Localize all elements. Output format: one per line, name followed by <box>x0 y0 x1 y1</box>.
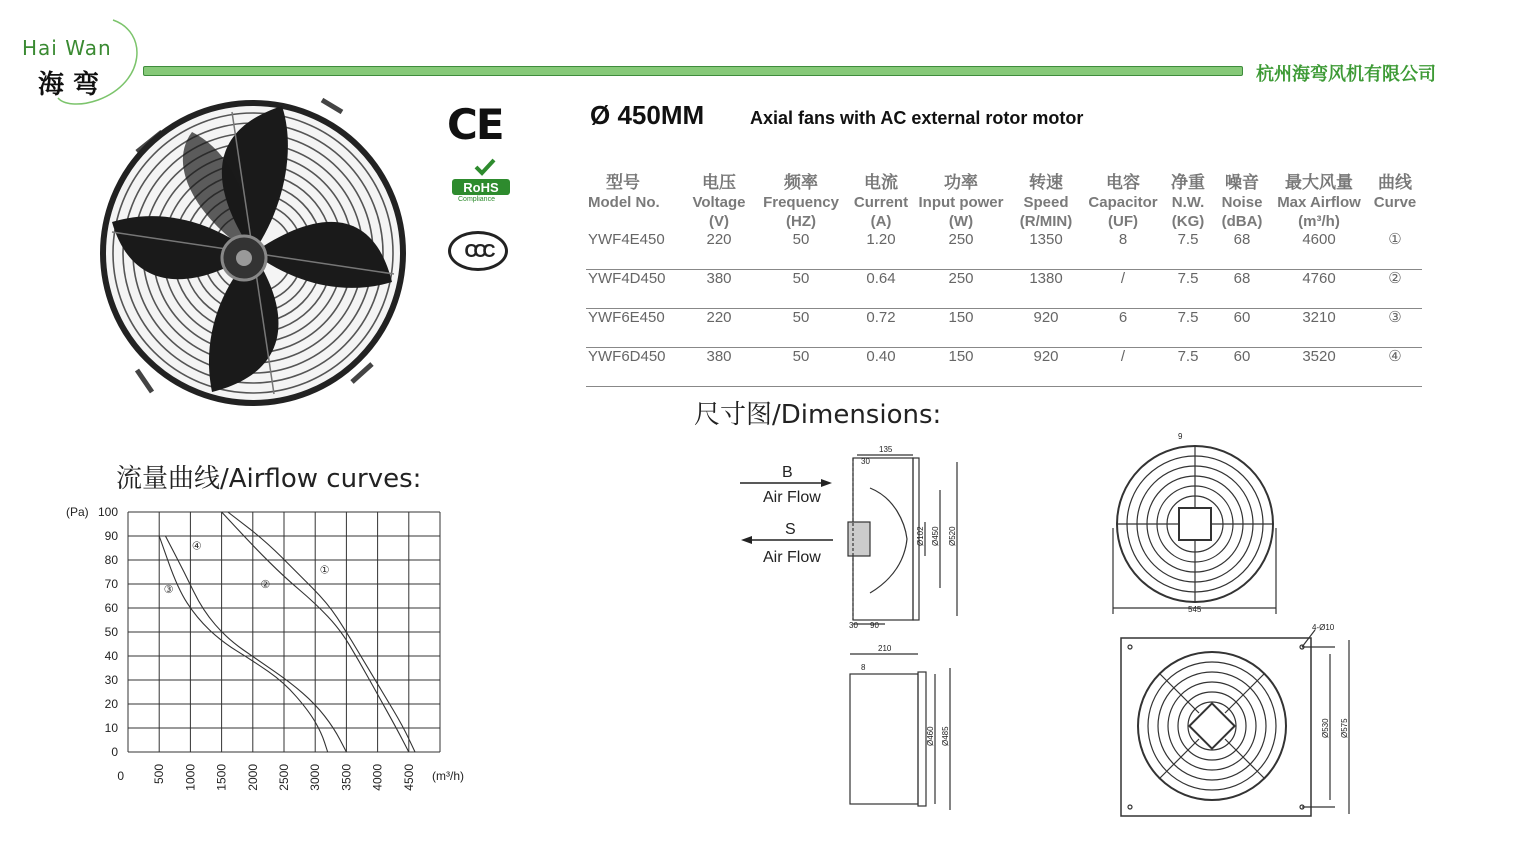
ccc-label: CCC <box>464 241 492 261</box>
col-header: 最大风量 Max Airflow (m³/h) <box>1277 173 1361 230</box>
cell-voltage: 380 <box>684 348 754 387</box>
cell-airflow: 4600 <box>1270 231 1368 270</box>
logo-text: Hai Wan <box>22 36 112 60</box>
cell-capacitor: / <box>1084 348 1162 387</box>
y-tick-label: 0 <box>111 745 118 759</box>
y-tick-label: 40 <box>104 649 118 663</box>
cell-speed: 920 <box>1008 348 1084 387</box>
x-tick-label: 4500 <box>401 764 416 791</box>
cell-weight: 7.5 <box>1162 231 1214 270</box>
rohs-badge <box>452 179 510 195</box>
product-size: Ø 450MM <box>590 100 705 130</box>
ce-mark: CE <box>447 100 503 149</box>
dim-460: Ø460 <box>926 726 935 746</box>
x-tick-label: 4000 <box>370 764 385 791</box>
dimensions-title: 尺寸图/Dimensions: <box>694 400 942 430</box>
dim-holes: 4-Ø10 <box>1312 623 1335 632</box>
curve-label: ③ <box>163 582 174 596</box>
cell-model: YWF4D450 <box>586 270 684 309</box>
cell-frequency: 50 <box>754 270 848 309</box>
header-bar <box>143 66 1243 76</box>
x-tick-label: 3000 <box>308 764 323 791</box>
check-icon <box>474 158 496 176</box>
dim-90: 90 <box>870 621 879 630</box>
cell-current: 1.20 <box>848 231 914 270</box>
cell-current: 0.40 <box>848 348 914 387</box>
airflow-label: Air Flow <box>763 489 821 506</box>
cell-curve: ④ <box>1368 348 1422 387</box>
dim-520: Ø520 <box>948 526 957 546</box>
cell-capacitor: / <box>1084 270 1162 309</box>
airflow-label-2: Air Flow <box>763 549 821 566</box>
table-row <box>586 231 1422 270</box>
y-tick-label: 90 <box>104 529 118 543</box>
cell-model: YWF6E450 <box>586 309 684 348</box>
col-header: 转速 Speed (R/MIN) <box>1019 173 1073 230</box>
dim-485: Ø485 <box>941 726 950 746</box>
ccc-mark <box>448 231 508 271</box>
cell-speed: 920 <box>1008 309 1084 348</box>
cell-speed: 1350 <box>1008 231 1084 270</box>
cell-current: 0.64 <box>848 270 914 309</box>
dim-575: Ø575 <box>1340 718 1349 738</box>
cell-voltage: 220 <box>684 309 754 348</box>
logo-chinese: 海 弯 <box>38 70 100 100</box>
cell-weight: 7.5 <box>1162 348 1214 387</box>
table-header-row <box>586 174 1422 231</box>
y-tick-label: 60 <box>104 601 118 615</box>
dim-30-bottom: 30 <box>849 621 858 630</box>
x-tick-label: 500 <box>152 764 167 785</box>
cell-noise: 68 <box>1214 270 1270 309</box>
dim-102: Ø102 <box>916 526 925 546</box>
fan-image <box>92 92 414 414</box>
spec-table <box>586 174 1422 387</box>
col-header: 净重 N.W. (KG) <box>1171 173 1205 230</box>
cell-frequency: 50 <box>754 231 848 270</box>
arrow-left-icon <box>741 536 752 544</box>
company-name: 杭州海弯风机有限公司 <box>1256 64 1436 85</box>
y-tick-label: 80 <box>104 553 118 567</box>
curve-label: ① <box>319 563 330 577</box>
cell-voltage: 220 <box>684 231 754 270</box>
cell-noise: 60 <box>1214 348 1270 387</box>
cell-noise: 60 <box>1214 309 1270 348</box>
cell-power: 250 <box>914 231 1008 270</box>
x-tick-label: 1500 <box>214 764 229 791</box>
airflow-title: 流量曲线/Airflow curves: <box>116 464 422 494</box>
arrow-right-icon <box>821 479 832 487</box>
x-tick-label: 3500 <box>339 764 354 791</box>
dim-210: 210 <box>878 644 892 653</box>
cell-frequency: 50 <box>754 309 848 348</box>
rohs-compliance: Compliance <box>458 196 495 203</box>
col-header: 电压 Voltage (V) <box>692 173 746 230</box>
product-description: Axial fans with AC external rotor motor <box>750 108 1084 128</box>
y-tick-label: 20 <box>104 697 118 711</box>
cell-model: YWF4E450 <box>586 231 684 270</box>
cell-curve: ② <box>1368 270 1422 309</box>
cell-speed: 1380 <box>1008 270 1084 309</box>
x-tick-label: 2000 <box>245 764 260 791</box>
curve-label: ④ <box>191 539 202 553</box>
y-tick-label: 30 <box>104 673 118 687</box>
dim-135: 135 <box>879 445 893 454</box>
col-header: 型号 Model No. <box>588 173 660 211</box>
cell-capacitor: 8 <box>1084 231 1162 270</box>
airflow-b-label: B <box>782 464 793 481</box>
cell-airflow: 3520 <box>1270 348 1368 387</box>
dim-30-top: 30 <box>861 457 870 466</box>
airflow-curve <box>159 536 327 752</box>
col-header: 频率 Frequency (HZ) <box>763 173 839 230</box>
y-tick-label: 10 <box>104 721 118 735</box>
cell-power: 150 <box>914 309 1008 348</box>
airflow-chart <box>56 500 476 792</box>
dim-8: 8 <box>861 663 866 672</box>
col-header: 电容 Capacitor (UF) <box>1088 173 1158 230</box>
col-header: 噪音 Noise (dBA) <box>1221 173 1263 230</box>
col-header: 电流 Current (A) <box>853 173 909 230</box>
y-tick-label: 70 <box>104 577 118 591</box>
table-row <box>586 348 1422 387</box>
y-tick-label: 100 <box>97 505 118 519</box>
curve-label: ② <box>260 578 271 591</box>
cell-model: YWF6D450 <box>586 348 684 387</box>
cell-capacitor: 6 <box>1084 309 1162 348</box>
x-tick-label: 0 <box>117 769 124 783</box>
col-header: 功率 Input power (W) <box>918 173 1004 230</box>
x-axis-label: (m³/h) <box>432 769 464 783</box>
dim-9: 9 <box>1178 432 1183 441</box>
cell-frequency: 50 <box>754 348 848 387</box>
dim-450: Ø450 <box>931 526 940 546</box>
cell-curve: ③ <box>1368 309 1422 348</box>
cell-voltage: 380 <box>684 270 754 309</box>
x-tick-label: 1000 <box>183 764 198 791</box>
table-row <box>586 270 1422 309</box>
dimension-drawings <box>735 428 1375 823</box>
cell-airflow: 4760 <box>1270 270 1368 309</box>
y-tick-label: 50 <box>104 625 118 639</box>
cell-noise: 68 <box>1214 231 1270 270</box>
cell-current: 0.72 <box>848 309 914 348</box>
cell-weight: 7.5 <box>1162 309 1214 348</box>
table-row <box>586 309 1422 348</box>
cell-weight: 7.5 <box>1162 270 1214 309</box>
cell-curve: ① <box>1368 231 1422 270</box>
dim-545: 545 <box>1188 605 1202 614</box>
airflow-s-label: S <box>785 521 796 538</box>
x-tick-label: 2500 <box>277 764 291 791</box>
cell-power: 250 <box>914 270 1008 309</box>
rohs-label: RoHS <box>463 180 499 195</box>
col-header: 曲线 Curve <box>1373 173 1417 211</box>
y-axis-label: (Pa) <box>66 505 89 519</box>
dim-530: Ø530 <box>1321 718 1330 738</box>
cell-airflow: 3210 <box>1270 309 1368 348</box>
cell-power: 150 <box>914 348 1008 387</box>
